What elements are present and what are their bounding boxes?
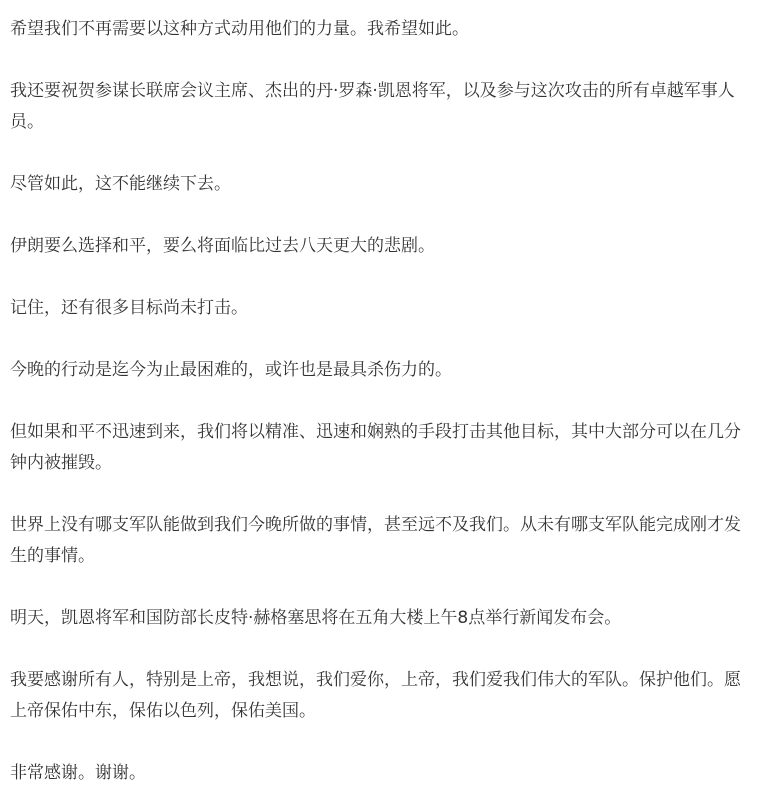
- paragraph: 今晚的行动是迄今为止最困难的，或许也是最具杀伤力的。: [10, 360, 452, 380]
- paragraph: 希望我们不再需要以这种方式动用他们的力量。我希望如此。: [10, 19, 469, 39]
- paragraph: 世界上没有哪支军队能做到我们今晚所做的事情，甚至远不及我们。从未有哪支军队能完成刚才发生的事情。: [10, 515, 741, 566]
- paragraph: 记住，还有很多目标尚未打击。: [10, 298, 248, 318]
- paragraph: 明天，凯恩将军和国防部长皮特·赫格塞思将在五角大楼上午8点举行新闻发布会。: [10, 608, 622, 628]
- paragraph: 非常感谢。谢谢。: [10, 763, 146, 783]
- paragraph: 但如果和平不迅速到来，我们将以精准、迅速和娴熟的手段打击其他目标，其中大部分可以在几分钟内被摧毁。: [10, 422, 741, 473]
- paragraph: 尽管如此，这不能继续下去。: [10, 174, 231, 194]
- paragraph: 伊朗要么选择和平，要么将面临比过去八天更大的悲剧。: [10, 236, 435, 256]
- paragraph: 我要感谢所有人，特别是上帝，我想说，我们爱你，上帝，我们爱我们伟大的军队。保护他们。愿上帝保佑中东，保佑以色列，保佑美国。: [10, 670, 741, 721]
- paragraph: 我还要祝贺参谋长联席会议主席、杰出的丹·罗森·凯恩将军，以及参与这次攻击的所有卓越军事人员。: [10, 81, 735, 132]
